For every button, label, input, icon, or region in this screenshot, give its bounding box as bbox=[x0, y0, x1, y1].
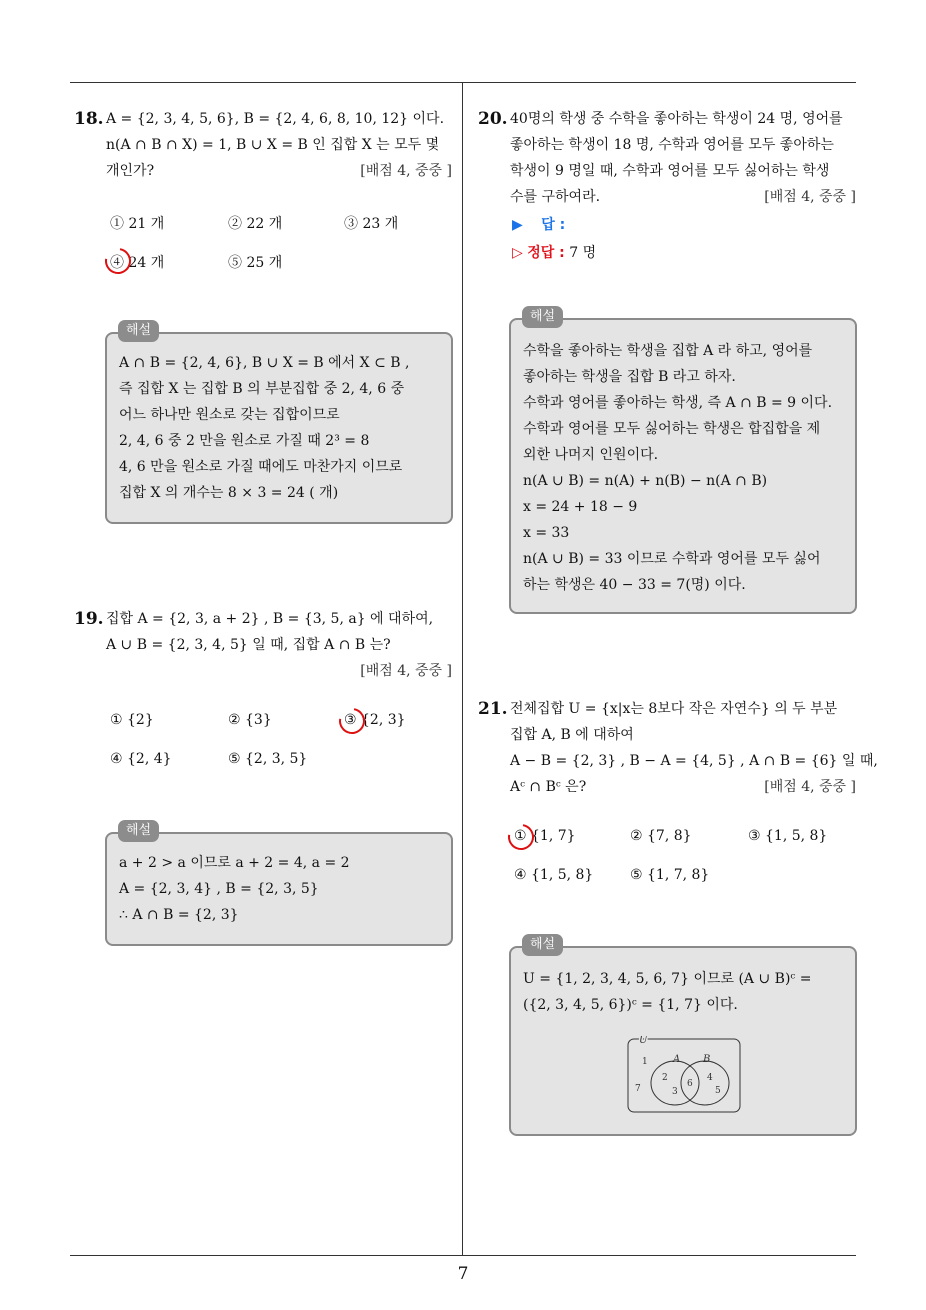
question-number: 19. bbox=[74, 609, 104, 629]
play-icon: ▶ bbox=[512, 217, 523, 233]
triangle-outline-icon: ▷ bbox=[512, 245, 523, 261]
choice-5[interactable]: ⑤ {2, 3, 5} bbox=[228, 751, 308, 767]
venn-number: 5 bbox=[715, 1086, 721, 1096]
choice-2[interactable]: ② {3} bbox=[228, 712, 272, 728]
question-line: 전체집합 U = {x|x는 8보다 작은 자연수} 의 두 부분 bbox=[510, 701, 838, 717]
explanation-line: 수학을 좋아하는 학생을 집합 A 라 하고, 영어를 bbox=[523, 343, 813, 359]
explanation-line: n(A ∪ B) = 33 이므로 수학과 영어를 모두 싫어 bbox=[523, 551, 821, 567]
explanation-line: A ∩ B = {2, 4, 6}, B ∪ X = B 에서 X ⊂ B , bbox=[119, 355, 410, 371]
page-number: 7 bbox=[457, 1264, 469, 1284]
question-line: 40명의 학생 중 수학을 좋아하는 학생이 24 명, 영어를 bbox=[510, 111, 843, 127]
choice-4[interactable]: ④ 24 개 bbox=[110, 255, 165, 271]
explanation-line: x = 33 bbox=[523, 525, 570, 541]
choice-4[interactable]: ④ {1, 5, 8} bbox=[514, 867, 594, 883]
choice-1[interactable]: ① 21 개 bbox=[110, 216, 165, 232]
answer-label: 답 : bbox=[541, 217, 566, 233]
venn-number: 7 bbox=[635, 1084, 641, 1094]
explanation-tag: 해설 bbox=[522, 934, 563, 956]
venn-number: 3 bbox=[672, 1087, 678, 1097]
score-difficulty: [배점 4, 중중 ] bbox=[360, 163, 452, 179]
set-b-label: B bbox=[703, 1054, 711, 1065]
choice-3[interactable]: ③ {1, 5, 8} bbox=[748, 828, 828, 844]
column-divider bbox=[462, 82, 463, 1256]
explanation-line: 즉 집합 X 는 집합 B 의 부분집합 중 2, 4, 6 중 bbox=[119, 381, 405, 397]
venn-number: 2 bbox=[662, 1073, 668, 1083]
question-line: 수를 구하여라. bbox=[510, 189, 601, 205]
question-number: 18. bbox=[74, 109, 104, 129]
choice-5[interactable]: ⑤ {1, 7, 8} bbox=[630, 867, 710, 883]
explanation-line: 수학과 영어를 좋아하는 학생, 즉 A ∩ B = 9 이다. bbox=[523, 395, 833, 411]
explanation-line: ({2, 3, 4, 5, 6})ᶜ = {1, 7} 이다. bbox=[523, 997, 738, 1013]
selected-answer-mark bbox=[503, 819, 539, 855]
answer-input-row[interactable] bbox=[512, 214, 565, 234]
venn-number: 6 bbox=[687, 1079, 693, 1089]
question-line: Aᶜ ∩ Bᶜ 은? bbox=[510, 779, 587, 795]
score-difficulty: [배점 4, 중중 ] bbox=[360, 663, 452, 679]
explanation-box-19 bbox=[105, 832, 453, 946]
choice-5[interactable]: ⑤ 25 개 bbox=[228, 255, 283, 271]
explanation-line: ∴ A ∩ B = {2, 3} bbox=[119, 907, 239, 923]
explanation-line: 하는 학생은 40 − 33 = 7(명) 이다. bbox=[523, 577, 746, 593]
question-line: 좋아하는 학생이 18 명, 수학과 영어를 모두 좋아하는 bbox=[510, 137, 834, 153]
question-line: 집합 A = {2, 3, a + 2} , B = {3, 5, a} 에 대하여, bbox=[106, 611, 434, 627]
bottom-rule bbox=[70, 1255, 856, 1256]
explanation-line: a + 2 > a 이므로 a + 2 = 4, a = 2 bbox=[119, 855, 350, 871]
explanation-box-21 bbox=[509, 946, 857, 1136]
explanation-line: 4, 6 만을 원소로 가질 때에도 마찬가지 이므로 bbox=[119, 459, 403, 475]
venn-diagram bbox=[625, 1036, 745, 1116]
choice-3[interactable]: ③ {2, 3} bbox=[344, 712, 406, 728]
choice-2[interactable]: ② 22 개 bbox=[228, 216, 283, 232]
explanation-line: 2, 4, 6 중 2 만을 원소로 가질 때 2³ = 8 bbox=[119, 433, 370, 449]
explanation-tag: 해설 bbox=[522, 306, 563, 328]
choice-2[interactable]: ② {7, 8} bbox=[630, 828, 692, 844]
explanation-line: 어느 하나만 원소로 갖는 집합이므로 bbox=[119, 407, 340, 423]
explanation-line: U = {1, 2, 3, 4, 5, 6, 7} 이므로 (A ∪ B)ᶜ = bbox=[523, 971, 812, 987]
explanation-box-20 bbox=[509, 318, 857, 614]
choice-4[interactable]: ④ {2, 4} bbox=[110, 751, 172, 767]
top-rule bbox=[70, 82, 856, 83]
universe-rect bbox=[628, 1039, 740, 1112]
question-line: 개인가? bbox=[106, 163, 155, 179]
question-line: 집합 A, B 에 대하여 bbox=[510, 727, 634, 743]
explanation-box-18 bbox=[105, 332, 453, 524]
explanation-line: n(A ∪ B) = n(A) + n(B) − n(A ∩ B) bbox=[523, 473, 768, 489]
correct-answer-row bbox=[512, 242, 596, 262]
venn-number: 4 bbox=[707, 1073, 713, 1083]
question-number: 21. bbox=[478, 699, 508, 719]
choice-3[interactable]: ③ 23 개 bbox=[344, 216, 399, 232]
correct-answer-label: 정답 : bbox=[527, 245, 565, 261]
question-20 bbox=[478, 106, 856, 210]
set-a-label: A bbox=[673, 1054, 681, 1065]
choice-1[interactable]: ① {1, 7} bbox=[514, 828, 576, 844]
explanation-line: 외한 나머지 인원이다. bbox=[523, 447, 659, 463]
question-21 bbox=[478, 696, 878, 800]
question-line: n(A ∩ B ∩ X) = 1, B ∪ X = B 인 집합 X 는 모두 몇 bbox=[106, 137, 440, 153]
question-19 bbox=[74, 606, 452, 686]
explanation-tag: 해설 bbox=[118, 820, 159, 842]
score-difficulty: [배점 4, 중중 ] bbox=[764, 779, 856, 795]
question-line: A ∪ B = {2, 3, 4, 5} 일 때, 집합 A ∩ B 는? bbox=[106, 637, 391, 653]
question-line: 학생이 9 명일 때, 수학과 영어를 모두 싫어하는 학생 bbox=[510, 163, 830, 179]
explanation-line: x = 24 + 18 − 9 bbox=[523, 499, 638, 515]
explanation-tag: 해설 bbox=[118, 320, 159, 342]
explanation-line: 집합 X 의 개수는 8 × 3 = 24 ( 개) bbox=[119, 485, 339, 501]
universe-label: U bbox=[639, 1036, 648, 1046]
explanation-line: 수학과 영어를 모두 싫어하는 학생은 합집합을 제 bbox=[523, 421, 821, 437]
venn-number: 1 bbox=[642, 1057, 648, 1067]
question-line: A − B = {2, 3} , B − A = {4, 5} , A ∩ B = {6} 일 때, bbox=[510, 753, 878, 769]
selected-answer-mark bbox=[334, 703, 370, 739]
score-difficulty: [배점 4, 중중 ] bbox=[764, 189, 856, 205]
question-line: A = {2, 3, 4, 5, 6}, B = {2, 4, 6, 8, 10, 12} 이다. bbox=[106, 111, 445, 127]
explanation-line: 좋아하는 학생을 집합 B 라고 하자. bbox=[523, 369, 736, 385]
question-18 bbox=[74, 106, 452, 186]
selected-answer-mark bbox=[100, 243, 136, 279]
question-number: 20. bbox=[478, 109, 508, 129]
correct-answer-value: 7 명 bbox=[569, 245, 597, 261]
choice-1[interactable]: ① {2} bbox=[110, 712, 154, 728]
explanation-line: A = {2, 3, 4} , B = {2, 3, 5} bbox=[119, 881, 319, 897]
